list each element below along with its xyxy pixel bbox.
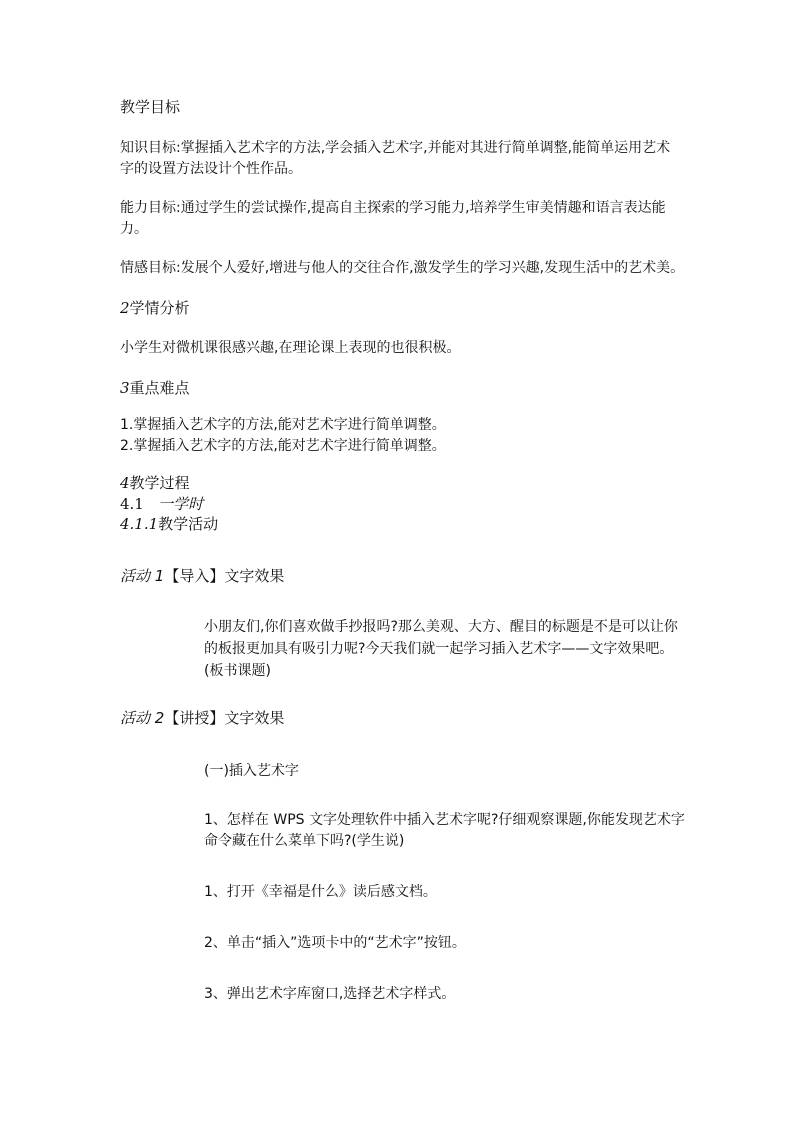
knowledge-goal-line-1: 知识目标:掌握插入艺术字的方法,学会插入艺术字,并能对其进行简单调整,能简单运用艺术 [120, 140, 671, 156]
subsection-number: 4.1.1 [120, 515, 159, 533]
activity-title: 文字效果 [224, 567, 285, 585]
activity-label: 活动 1 [120, 567, 165, 585]
activity-bracket: 【导入】 [164, 567, 225, 585]
ability-goal-line-1: 能力目标:通过学生的尝试操作,提高自主探索的学习能力,培养学生审美情趣和语言表达能 [120, 200, 666, 216]
activity-bracket: 【讲授】 [164, 709, 225, 727]
activity-title: 文字效果 [224, 709, 285, 727]
activity-label: 活动 2 [120, 709, 165, 727]
ability-goal-line-2: 力。 [120, 221, 148, 237]
emotion-goal: 情感目标:发展个人爱好,增进与他人的交往合作,激发学生的学习兴趣,发现生活中的艺术美。 [120, 260, 685, 276]
subsection-title: 教学活动 [158, 515, 219, 533]
section-title: 教学过程 [129, 474, 190, 492]
section-number: 2 [120, 299, 130, 317]
heading-teaching-goals: 教学目标 [120, 98, 181, 116]
student-analysis: 小学生对微机课很感兴趣,在理论课上表现的也很积极。 [120, 340, 461, 356]
activity-1-heading [120, 565, 284, 587]
section-title: 重点难点 [129, 379, 190, 397]
question-1-line-1: 1、怎样在 WPS 文字处理软件中插入艺术字呢?仔细观察课题,你能发现艺术字 [204, 812, 685, 828]
key-point-2: 2.掌握插入艺术字的方法,能对艺术字进行简单调整。 [120, 438, 446, 454]
subsection-number: 4.1 [120, 495, 144, 513]
knowledge-goal-line-2: 字的设置方法设计个性作品。 [120, 161, 302, 177]
insert-wordart-subtitle: (一)插入艺术字 [204, 763, 299, 779]
section-number: 4 [120, 474, 130, 492]
section-number: 3 [120, 379, 130, 397]
activity-2-heading [120, 707, 284, 729]
activity-1-text-line-1: 小朋友们,你们喜欢做手抄报吗?那么美观、大方、醒目的标题是不是可以让你 [204, 619, 678, 635]
key-point-1: 1.掌握插入艺术字的方法,能对艺术字进行简单调整。 [120, 417, 446, 433]
question-1-line-2: 命令藏在什么菜单下吗?(学生说) [204, 833, 405, 849]
activity-1-text-line-2: 的板报更加具有吸引力呢?今天我们就一起学习插入艺术字——文字效果吧。 [204, 641, 674, 657]
subsection-heading-4-1-1 [120, 513, 218, 535]
section-heading-3 [120, 377, 190, 399]
activity-1-text-line-3: (板书课题) [204, 663, 271, 679]
section-heading-4 [120, 472, 190, 494]
subsection-heading-4-1 [120, 493, 203, 515]
step-2: 2、单击“插入”选项卡中的“艺术字”按钮。 [204, 935, 466, 951]
step-3: 3、弹出艺术字库窗口,选择艺术字样式。 [204, 986, 456, 1002]
subsection-title: 一学时 [158, 495, 204, 513]
section-title: 学情分析 [129, 299, 190, 317]
section-heading-2 [120, 297, 190, 319]
step-1: 1、打开《幸福是什么》读后感文档。 [204, 884, 437, 900]
